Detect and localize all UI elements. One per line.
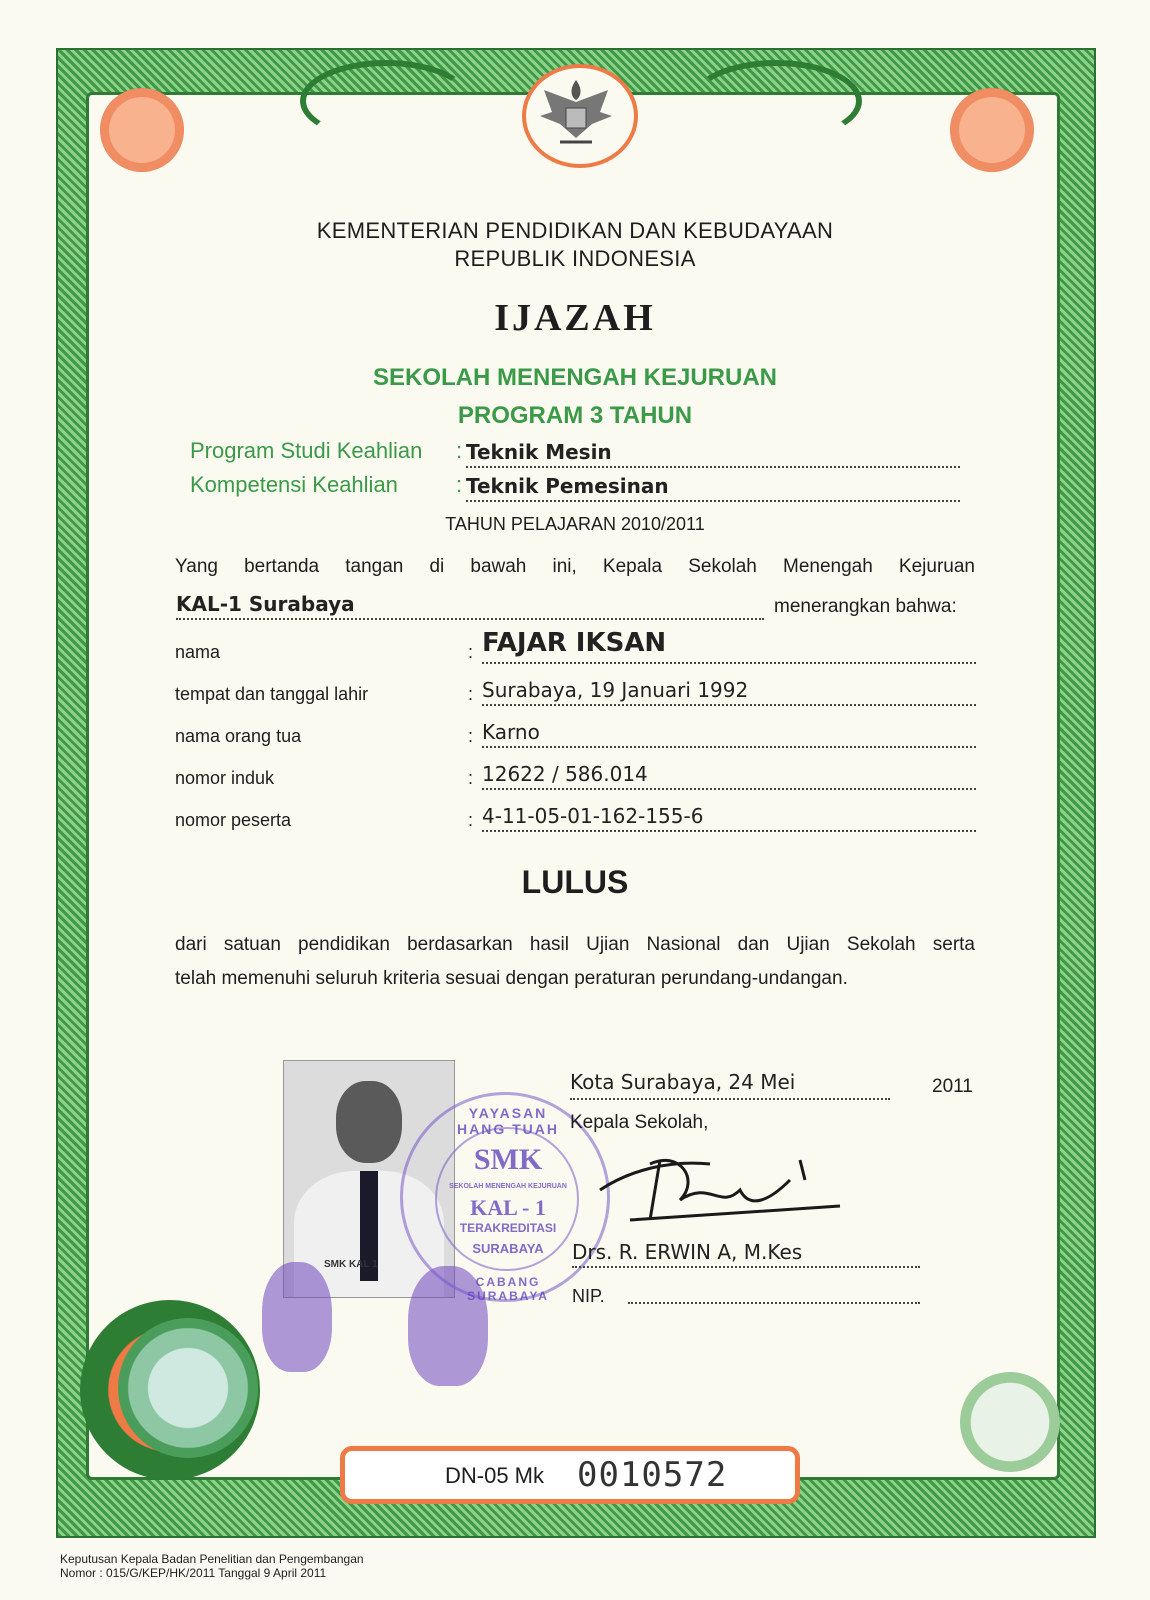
signature-scribble <box>590 1140 850 1230</box>
principal-name: Drs. R. ERWIN A, M.Kes <box>572 1240 803 1264</box>
stamp-accreditation: TERAKREDITASI <box>459 1221 557 1235</box>
stamp-code: KAL - 1 <box>470 1195 546 1220</box>
garuda-emblem <box>522 64 638 168</box>
program-duration-heading: PROGRAM 3 TAHUN <box>457 402 693 429</box>
study-program-line <box>466 440 960 468</box>
document-title: IJAZAH <box>494 297 656 339</box>
result-text-line1: dari satuan pendidikan berdasarkan hasil Ujian Nasional dan Ujian Sekolah serta <box>175 934 975 955</box>
serial-prefix: DN-05 Mk <box>445 1463 545 1488</box>
serial-number-box <box>340 1446 800 1504</box>
place-date-line <box>570 1070 890 1100</box>
nip-line <box>628 1290 920 1304</box>
stamp-school: SMK <box>473 1143 543 1176</box>
nip-label: NIP. <box>572 1286 605 1306</box>
field-colon: : <box>468 642 474 662</box>
declares-text: menerangkan bahwa: <box>774 596 957 617</box>
school-type-heading: SEKOLAH MENENGAH KEJURUAN <box>372 364 778 391</box>
bottom-right-seal <box>960 1372 1060 1472</box>
serial-number: 0010572 <box>577 1455 728 1495</box>
photo-head <box>336 1081 402 1163</box>
field-line-participant-number <box>482 804 976 832</box>
study-program-colon: : <box>456 438 463 463</box>
principal-name-line <box>572 1240 920 1268</box>
photo-caption: SMK KAL 1 <box>324 1259 378 1270</box>
stamp-type: SEKOLAH MENENGAH KEJURUAN <box>449 1183 567 1190</box>
corner-rosette-top-right <box>950 88 1034 172</box>
field-label-name: nama <box>175 642 221 662</box>
competence-colon: : <box>456 472 463 497</box>
hologram-seal <box>118 1318 258 1458</box>
country-heading: REPUBLIK INDONESIA <box>454 246 696 271</box>
field-line-name <box>482 628 976 664</box>
stamp-bottom-text: CABANG SURABAYA <box>467 1275 549 1303</box>
field-value-birth: Surabaya, 19 Januari 1992 <box>482 678 749 702</box>
field-value-participant-number: 4-11-05-01-162-155-6 <box>482 804 704 828</box>
field-label-birth: tempat dan tanggal lahir <box>175 684 369 704</box>
corner-rosette-top-left <box>100 88 184 172</box>
field-line-student-number <box>482 762 976 790</box>
stamp-city: SURABAYA <box>472 1241 544 1256</box>
field-colon: : <box>468 726 474 746</box>
competence-value: Teknik Pemesinan <box>466 474 669 498</box>
study-program-value: Teknik Mesin <box>466 440 612 464</box>
ministry-heading: KEMENTERIAN PENDIDIKAN DAN KEBUDAYAAN <box>316 218 834 243</box>
thumbprint-left <box>262 1262 332 1372</box>
field-value-student-number: 12622 / 586.014 <box>482 762 648 786</box>
ornament-swirl-right <box>690 60 862 142</box>
field-label-participant-number: nomor peserta <box>175 810 292 830</box>
academic-year: TAHUN PELAJARAN 2010/2011 <box>445 514 705 534</box>
place-date-value: Kota Surabaya, 24 Mei <box>570 1070 796 1094</box>
competence-label: Kompetensi Keahlian <box>190 472 398 497</box>
garuda-icon <box>526 68 626 156</box>
footer-decree-line1: Keputusan Kepala Badan Penelitian dan Pengembangan <box>60 1552 364 1566</box>
field-label-student-number: nomor induk <box>175 768 275 788</box>
field-colon: : <box>468 768 474 788</box>
footer-decree-line2: Nomor : 015/G/KEP/HK/2011 Tanggal 9 April 2011 <box>60 1566 327 1580</box>
signature-year: 2011 <box>932 1076 973 1097</box>
competence-line <box>466 474 960 502</box>
field-colon: : <box>468 684 474 704</box>
result-text-line2: telah memenuhi seluruh kriteria sesuai dengan peraturan perundang-undangan. <box>175 968 848 989</box>
school-name-value: KAL-1 Surabaya <box>176 592 355 616</box>
statement-intro: Yang bertanda tangan di bawah ini, Kepala Sekolah Menengah Kejuruan <box>175 556 975 577</box>
field-value-parent: Karno <box>482 720 540 744</box>
result-status: LULUS <box>521 864 629 900</box>
field-value-name: FAJAR IKSAN <box>482 628 667 658</box>
field-label-parent: nama orang tua <box>175 726 302 746</box>
ornament-swirl-left <box>300 60 472 142</box>
field-line-parent <box>482 720 976 748</box>
signature-role: Kepala Sekolah, <box>570 1112 709 1133</box>
study-program-label: Program Studi Keahlian <box>190 438 423 463</box>
stamp-top-text: YAYASAN HANG TUAH <box>457 1105 559 1137</box>
field-colon: : <box>468 810 474 830</box>
school-name-line <box>176 592 764 620</box>
field-line-birth <box>482 678 976 706</box>
